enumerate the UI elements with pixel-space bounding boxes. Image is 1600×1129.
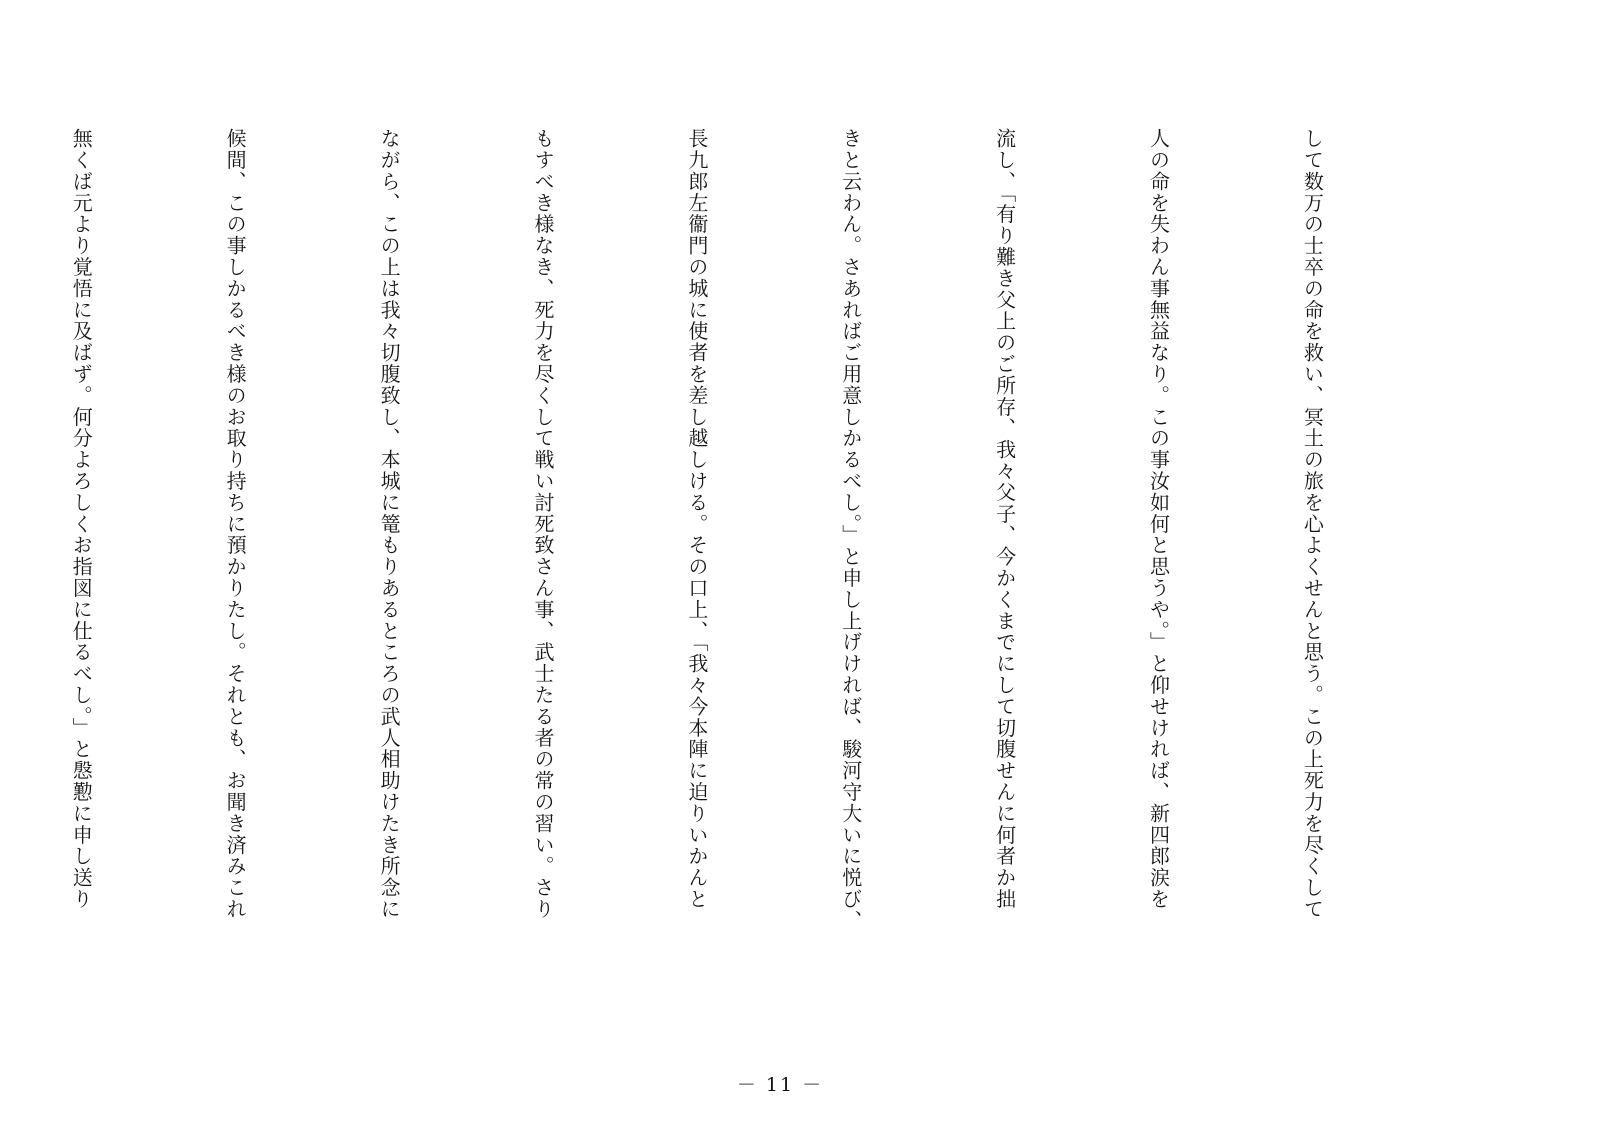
page-number: － 11 － [736, 1074, 824, 1096]
text-line: 人の命を失わん事無益なり。この事汝如何と思うや。」と仰せければ、新四郎涙を [1146, 128, 1171, 910]
text-line: 候間、この事しかるべき様のお取り持ちに預かりたし。それとも、お聞き済みこれ [223, 128, 248, 920]
vertical-text-body [0, 128, 1440, 1028]
text-line: ながら、この上は我々切腹致し、本城に篭もりあるところの武人相助けたき所念に [377, 128, 402, 920]
text-line: 流し、「有り難き父上のご所存、我々父子、今かくまでにして切腹せんに何者か拙 [992, 128, 1017, 910]
text-line: して数万の士卒の命を救い、冥土の旅を心よくせんと思う。この上死力を尽くして [1300, 128, 1325, 920]
text-line: 無くば元より覚悟に及ばず。何分よろしくお指図に仕るべし。」と慇懃に申し送り [69, 128, 94, 910]
text-line: もすべき様なき、死力を尽くして戦い討死致さん事、武士たる者の常の習い。さり [530, 128, 555, 920]
text-line: きと云わん。さあればご用意しかるべし。」と申し上げければ、駿河守大いに悦び、 [838, 128, 863, 932]
text-line: 長九郎左衞門の城に使者を差し越しける。その口上、「我々今本陣に迫りいかんと [684, 128, 709, 910]
